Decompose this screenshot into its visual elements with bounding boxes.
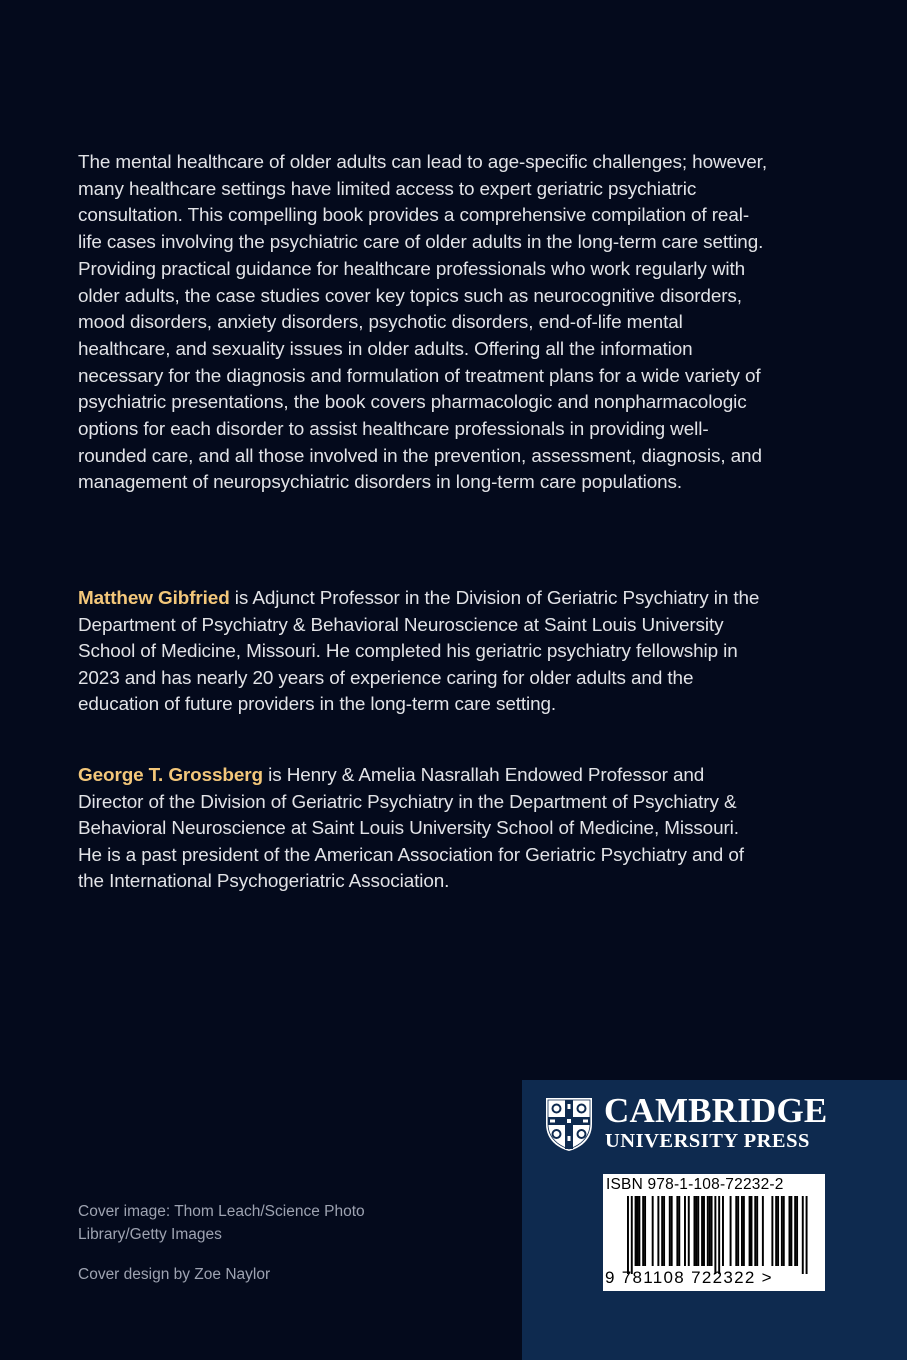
barcode-bar	[638, 1196, 640, 1266]
barcode-bar	[789, 1196, 791, 1266]
author-bio-text: is Henry & Amelia Nasrallah Endowed Professor and Director of the Division of Geriatric Psychiatry in the Department of Psychiatry & Behavioral Neuroscience at Saint Louis University School of Medicine, Missouri. He is a past president of the American Association for Geriatric Psychiatry and of the International Psychogeriatric Association.	[78, 765, 744, 893]
author-bio-grossberg	[78, 763, 768, 896]
barcode-bar	[777, 1196, 779, 1266]
author-bio-text: is Adjunct Professor in the Division of Geriatric Psychiatry in the Department of Psychiatry & Behavioral Neuroscience at Saint Louis University School of Medicine, Missouri. He completed his geriatric psychiatry fellowship in 2023 and has nearly 20 years of experience caring for older adults and the education of future providers in the long-term care setting.	[78, 588, 760, 716]
barcode-bar	[644, 1196, 646, 1266]
barcode-bar	[707, 1196, 709, 1266]
barcode-bar	[709, 1196, 711, 1266]
barcode-bar	[676, 1196, 678, 1266]
barcode-bar	[771, 1196, 773, 1266]
barcode-bar	[671, 1196, 673, 1266]
barcode-bar	[796, 1196, 798, 1266]
barcode-bar	[697, 1196, 699, 1266]
cover-image-credit: Cover image: Thom Leach/Science Photo Library/Getty Images	[78, 1203, 365, 1243]
barcode-bar	[751, 1196, 753, 1266]
author-name: George T. Grossberg	[78, 765, 263, 786]
barcode-bar	[794, 1196, 796, 1266]
barcode-bar	[806, 1196, 808, 1274]
barcode-bar	[783, 1196, 785, 1266]
barcode-bar	[775, 1196, 777, 1266]
cover-design-credit: Cover design by Zoe Naylor	[78, 1266, 271, 1283]
barcode-bar	[635, 1196, 637, 1266]
isbn-label: ISBN 978-1-108-72232-2	[606, 1176, 784, 1193]
barcode-bar	[762, 1196, 764, 1266]
barcode-bar	[718, 1196, 720, 1274]
barcode-bar	[756, 1196, 758, 1266]
cambridge-crest-icon	[544, 1096, 594, 1152]
author-bio-gibfried	[78, 586, 768, 719]
barcode-bar	[722, 1196, 724, 1266]
barcode-bar	[694, 1196, 696, 1266]
publisher-panel	[522, 1080, 907, 1360]
barcode-bar	[663, 1196, 665, 1266]
barcode-bar	[741, 1196, 743, 1266]
isbn-barcode	[603, 1174, 825, 1291]
barcode-bar	[743, 1196, 745, 1266]
publisher-name: CAMBRIDGE	[604, 1091, 828, 1130]
barcode-bar	[637, 1196, 639, 1266]
barcode-bar	[657, 1196, 659, 1266]
author-name: Matthew Gibfried	[78, 588, 230, 609]
barcode-bar	[678, 1196, 680, 1266]
barcode-bar	[701, 1196, 703, 1266]
barcode-digits: 9 781108 722322 >	[605, 1268, 773, 1287]
barcode-bar	[631, 1196, 633, 1274]
barcode-bar	[714, 1196, 716, 1274]
barcode-bar	[749, 1196, 751, 1266]
barcode-bar	[703, 1196, 705, 1266]
barcode-bar	[735, 1196, 737, 1266]
barcode-bar	[802, 1196, 804, 1274]
book-description: The mental healthcare of older adults can lead to age-specific challenges; however, many healthcare settings have limited access to expert geriatric psychiatric consultation. This compelling book provides a comprehensive compilation of real-life cases involving the psychiatric care of older adults in the long-term care setting. Providing practical guidance for healthcare professionals who work regularly with older adults, the case studies cover key topics such as neurocognitive disorders, mood disorders, anxiety disorders, psychotic disorders, end-of-life mental healthcare, and sexuality issues in older adults. Offering all the information necessary for the diagnosis and formulation of treatment plans for a wide variety of psychiatric presentations, the book covers pharmacologic and nonpharmacologic options for each disorder to assist healthcare professionals in providing well-rounded care, and all those involved in the prevention, assessment, diagnosis, and management of neuropsychiatric disorders in long-term care populations.	[78, 152, 767, 494]
barcode-bar	[652, 1196, 654, 1266]
barcode-bar	[688, 1196, 690, 1266]
barcode-bar	[754, 1196, 756, 1266]
barcode-bar	[661, 1196, 663, 1266]
barcode-bar	[669, 1196, 671, 1266]
barcode-bar	[781, 1196, 783, 1266]
barcode-bar	[627, 1196, 629, 1274]
barcode-bar	[684, 1196, 686, 1266]
barcode-bar	[642, 1196, 644, 1266]
barcode-bar	[711, 1196, 713, 1266]
barcode-bar	[737, 1196, 739, 1266]
barcode-bar	[695, 1196, 697, 1266]
publisher-subtitle: UNIVERSITY PRESS	[605, 1130, 810, 1152]
barcode-bar	[730, 1196, 732, 1266]
barcode-bar	[790, 1196, 792, 1266]
